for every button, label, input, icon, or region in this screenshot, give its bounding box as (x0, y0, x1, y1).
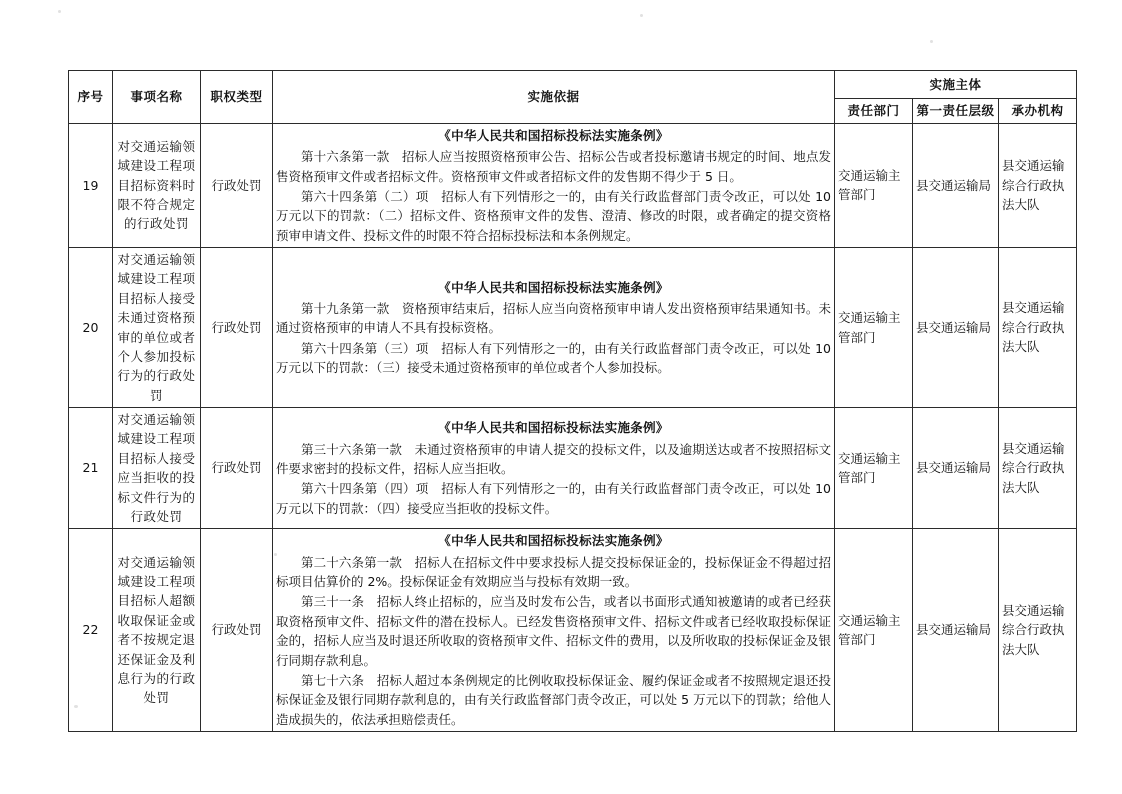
basis-paragraph: 第二十六条第一款 招标人在招标文件中要求投标人提交投标保证金的，投标保证金不得超过招标项目估算价的 2%。投标保证金有效期应当与投标有效期一致。 (276, 554, 831, 589)
cell-level: 县交通运输局 (913, 529, 999, 732)
basis-paragraph: 第六十四条第（二）项 招标人有下列情形之一的，由有关行政监督部门责令改正，可以处 10 万元以下的罚款：（二）招标文件、资格预审文件的发售、澄清、修改的时限，或者确定的提交资格预审申请文件、投标文件的时限不符合招标投标法和本条例规定。 (276, 188, 831, 243)
basis-paragraph: 第十九条第一款 资格预审结束后，招标人应当向资格预审申请人发出资格预审结果通知书。未通过资格预审的申请人不具有投标资格。 (276, 300, 831, 336)
basis-title: 《中华人民共和国招标投标法实施条例》 (438, 420, 669, 436)
cell-dept: 交通运输主管部门 (835, 248, 913, 408)
cell-level: 县交通运输局 (913, 408, 999, 529)
cell-seq: 19 (69, 123, 113, 247)
header-level: 第一责任层级 (913, 99, 999, 123)
header-org: 承办机构 (999, 99, 1077, 123)
basis-paragraph: 第七十六条 招标人超过本条例规定的比例收取投标保证金、履约保证金或者不按照规定退还投标保证金及银行同期存款利息的，由有关行政监督部门责令改正，可以处 5 万元以下的罚款；给他人造成损失的，依法承担赔偿责任。 (276, 672, 831, 727)
table-header (69, 71, 1077, 124)
cell-org: 县交通运输综合行政执法大队 (999, 123, 1077, 247)
cell-seq: 21 (69, 408, 113, 529)
table-header-row-1 (69, 71, 1077, 99)
cell-org: 县交通运输综合行政执法大队 (999, 408, 1077, 529)
cell-seq: 22 (69, 529, 113, 732)
basis-title: 《中华人民共和国招标投标法实施条例》 (438, 533, 669, 549)
cell-org: 县交通运输综合行政执法大队 (999, 248, 1077, 408)
cell-dept: 交通运输主管部门 (835, 123, 913, 247)
scan-speck (930, 40, 933, 43)
cell-basis (273, 248, 835, 408)
power-list-table (68, 70, 1077, 732)
basis-paragraph: 第三十一条 招标人终止招标的，应当及时发布公告，或者以书面形式通知被邀请的或者已经获取资格预审文件、招标文件的潜在投标人。已经发售资格预审文件、招标文件或者已经收取投标保证金的，招标人应当及时退还所收取的资格预审文件、招标文件的费用，以及所收取的投标保证金及银行同期存款利息。 (276, 594, 831, 668)
cell-basis (273, 529, 835, 732)
cell-basis (273, 408, 835, 529)
basis-title: 《中华人民共和国招标投标法实施条例》 (438, 279, 669, 295)
table-row (69, 529, 1077, 732)
header-dept: 责任部门 (835, 99, 913, 123)
basis-paragraph: 第六十四条第（四）项 招标人有下列情形之一的，由有关行政监督部门责令改正，可以处 10 万元以下的罚款：（四）接受应当拒收的投标文件。 (276, 481, 831, 516)
cell-dept: 交通运输主管部门 (835, 529, 913, 732)
cell-name: 对交通运输领域建设工程项目招标人接受应当拒收的投标文件行为的行政处罚 (113, 408, 201, 529)
header-seq: 序号 (69, 71, 113, 124)
cell-type: 行政处罚 (201, 408, 273, 529)
table-row (69, 408, 1077, 529)
cell-type: 行政处罚 (201, 248, 273, 408)
cell-name: 对交通运输领域建设工程项目招标人超额收取保证金或者不按规定退还保证金及利息行为的行政处罚 (113, 529, 201, 732)
cell-level: 县交通运输局 (913, 123, 999, 247)
basis-title: 《中华人民共和国招标投标法实施条例》 (438, 127, 669, 143)
cell-seq: 20 (69, 248, 113, 408)
cell-type: 行政处罚 (201, 123, 273, 247)
table-row (69, 123, 1077, 247)
table-body (69, 123, 1077, 731)
cell-level: 县交通运输局 (913, 248, 999, 408)
cell-type: 行政处罚 (201, 529, 273, 732)
basis-paragraph: 第六十四条第（三）项 招标人有下列情形之一的，由有关行政监督部门责令改正，可以处 10 万元以下的罚款：（三）接受未通过资格预审的单位或者个人参加投标。 (276, 340, 831, 376)
header-type: 职权类型 (201, 71, 273, 124)
header-name: 事项名称 (113, 71, 201, 124)
scan-speck (58, 10, 61, 13)
scan-speck (640, 14, 643, 17)
cell-name: 对交通运输领域建设工程项目招标人接受未通过资格预审的单位或者个人参加投标行为的行政处罚 (113, 248, 201, 408)
header-basis: 实施依据 (273, 71, 835, 124)
cell-basis (273, 123, 835, 247)
cell-name: 对交通运输领域建设工程项目招标资料时限不符合规定的行政处罚 (113, 123, 201, 247)
cell-org: 县交通运输综合行政执法大队 (999, 529, 1077, 732)
header-subject-group: 实施主体 (835, 71, 1077, 99)
table-row (69, 248, 1077, 408)
basis-paragraph: 第三十六条第一款 未通过资格预审的申请人提交的投标文件，以及逾期送达或者不按照招标文件要求密封的投标文件，招标人应当拒收。 (276, 441, 831, 476)
cell-dept: 交通运输主管部门 (835, 408, 913, 529)
basis-paragraph: 第十六条第一款 招标人应当按照资格预审公告、招标公告或者投标邀请书规定的时间、地点发售资格预审文件或者招标文件。资格预审文件或者招标文件的发售期不得少于 5 日。 (276, 149, 831, 184)
